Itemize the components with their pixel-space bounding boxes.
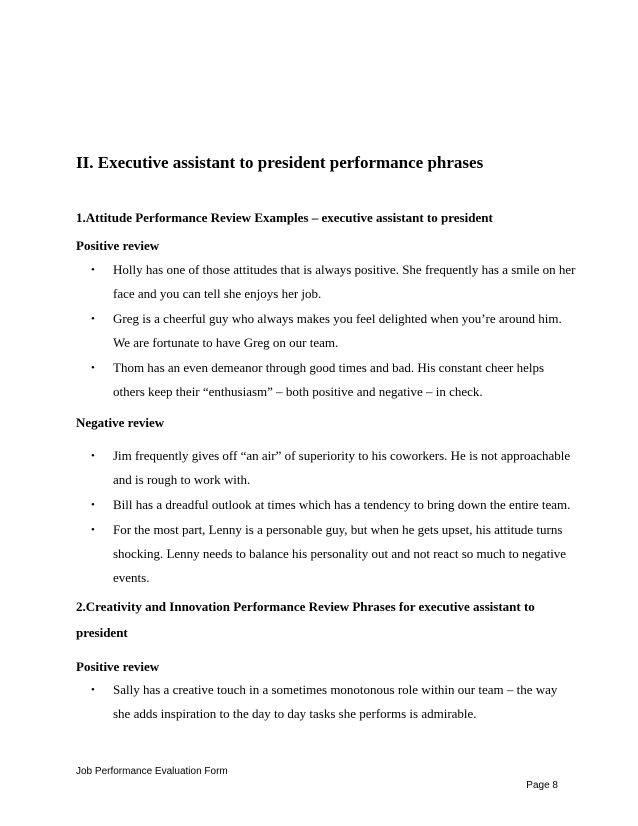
positive-review-list xyxy=(76,258,576,405)
list-item xyxy=(76,493,576,517)
list-item-text: Holly has one of those attitudes that is always positive. She frequently has a smile on her face and you can tell she enjoys her job. xyxy=(113,262,576,301)
bullet-icon: • xyxy=(91,524,95,536)
bullet-icon: • xyxy=(91,264,95,276)
subsection-title-creativity: 2.Creativity and Innovation Performance Review Phrases for executive assistant to president xyxy=(76,599,535,640)
list-item xyxy=(76,307,576,355)
page-number: Page 8 xyxy=(526,780,558,791)
bullet-icon: • xyxy=(91,450,95,462)
list-item xyxy=(76,678,576,726)
list-item xyxy=(76,444,576,492)
bullet-icon: • xyxy=(91,313,95,325)
positive-review-list xyxy=(76,678,576,727)
list-item xyxy=(76,258,576,306)
footer-form-title: Job Performance Evaluation Form xyxy=(76,766,228,777)
list-item-text: Thom has an even demeanor through good times and bad. His constant cheer helps others keep their “enthusiasm” – both positive and negative – in check. xyxy=(113,360,545,399)
positive-review-label: Positive review xyxy=(76,659,160,674)
list-item-text: Jim frequently gives off “an air” of superiority to his coworkers. He is not approachable and is rough to work with. xyxy=(113,448,571,487)
bullet-icon: • xyxy=(91,684,95,696)
list-item-text: Bill has a dreadful outlook at times which has a tendency to bring down the entire team. xyxy=(113,497,571,512)
bullet-icon: • xyxy=(91,499,95,511)
negative-review-label: Negative review xyxy=(76,415,165,430)
list-item-text: Sally has a creative touch in a sometimes monotonous role within our team – the way she adds inspiration to the day to day tasks she performs is admirable. xyxy=(113,682,558,721)
negative-review-list xyxy=(76,444,576,591)
list-item xyxy=(76,356,576,404)
list-item xyxy=(76,518,576,590)
bullet-icon: • xyxy=(91,362,95,374)
subsection-title-attitude: 1.Attitude Performance Review Examples – executive assistant to president xyxy=(76,210,493,225)
list-item-text: Greg is a cheerful guy who always makes you feel delighted when you’re around him. We are fortunate to have Greg on our team. xyxy=(113,311,562,350)
section-heading: II. Executive assistant to president performance phrases xyxy=(76,153,484,172)
positive-review-label: Positive review xyxy=(76,238,160,253)
list-item-text: For the most part, Lenny is a personable guy, but when he gets upset, his attitude turns shocking. Lenny needs to balance his personality out and not react so much to negative events. xyxy=(113,522,567,585)
